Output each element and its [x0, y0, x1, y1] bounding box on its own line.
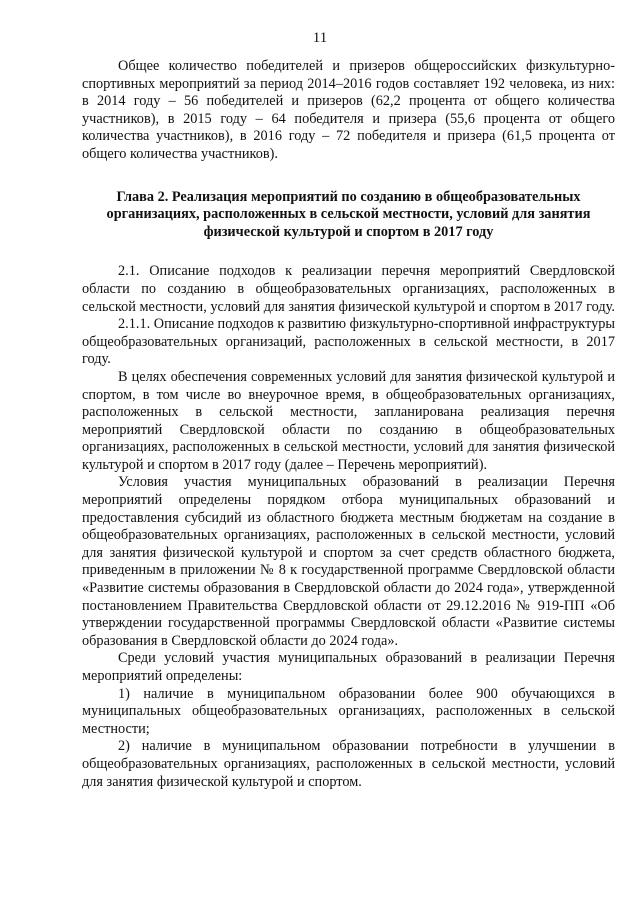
document-body: [82, 58, 615, 791]
page-number: 11: [312, 30, 328, 46]
section-2-1-1: 2.1.1. Описание подходов к развитию физкультурно-спортивной инфраструктуры общеобразовательных организаций, расположенных в сельской местности, в 2017 году.: [82, 316, 615, 368]
paragraph-goals: В целях обеспечения современных условий для занятия физической культурой и спортом, в том числе во внеурочное время, в общеобразовательных организациях, расположенных в сельской местности, запланирована реализация перечня мероприятий Свердловской области по созданию в общеобразовательных организациях, расположенных в сельской местности, условий для занятия физической культурой и спортом в 2017 году (далее – Перечень мероприятий).: [82, 368, 615, 473]
section-2-1: 2.1. Описание подходов к реализации перечня мероприятий Свердловской области по созданию в общеобразовательных организациях, расположенных в сельской местности, условий для занятия физической культурой и спортом в 2017 году.: [82, 263, 615, 315]
paragraph-conditions: Условия участия муниципальных образований в реализации Перечня мероприятий определены порядком отбора муниципальных образований и предоставления субсидий из областного бюджета местным бюджетам на создание в общеобразовательных организациях, расположенных в сельской местности, условий для занятия физической культурой и спортом за счет средств областного бюджета, приведенным в приложении № 8 к государственной программе Свердловской области «Развитие системы образования в Свердловской области до 2024 года», утвержденной постановлением Правительства Свердловской области от 29.12.2016 № 919-ПП «Об утверждении государственной программы Свердловской области «Развитие системы образования в Свердловской области до 2024 года».: [82, 474, 615, 649]
intro-paragraph: Общее количество победителей и призеров общероссийских физкультурно-спортивных мероприятий за период 2014–2016 годов составляет 192 человека, из них: в 2014 году – 56 победителей и призеров (62,2 процента от общего количества участников), в 2015 году – 64 победителя и призера (55,6 процента от общего количества участников), в 2016 году – 72 победителя и призера (61,5 процента от общего количества участников).: [82, 58, 615, 162]
paragraph-among-conditions: Среди условий участия муниципальных образований в реализации Перечня мероприятий определены:: [82, 650, 615, 684]
condition-item-1: 1) наличие в муниципальном образовании более 900 обучающихся в муниципальных общеобразовательных организациях, расположенных в сельской местности;: [82, 685, 615, 737]
condition-item-2: 2) наличие в муниципальном образовании потребности в улучшении в общеобразовательных организациях, расположенных в сельской местности, условий для занятия физической культурой и спортом.: [82, 738, 615, 790]
chapter-title: Глава 2. Реализация мероприятий по созданию в общеобразовательных организациях, расположенных в сельской местности, условий для занятия физической культурой и спортом в 2017 году: [106, 188, 591, 240]
